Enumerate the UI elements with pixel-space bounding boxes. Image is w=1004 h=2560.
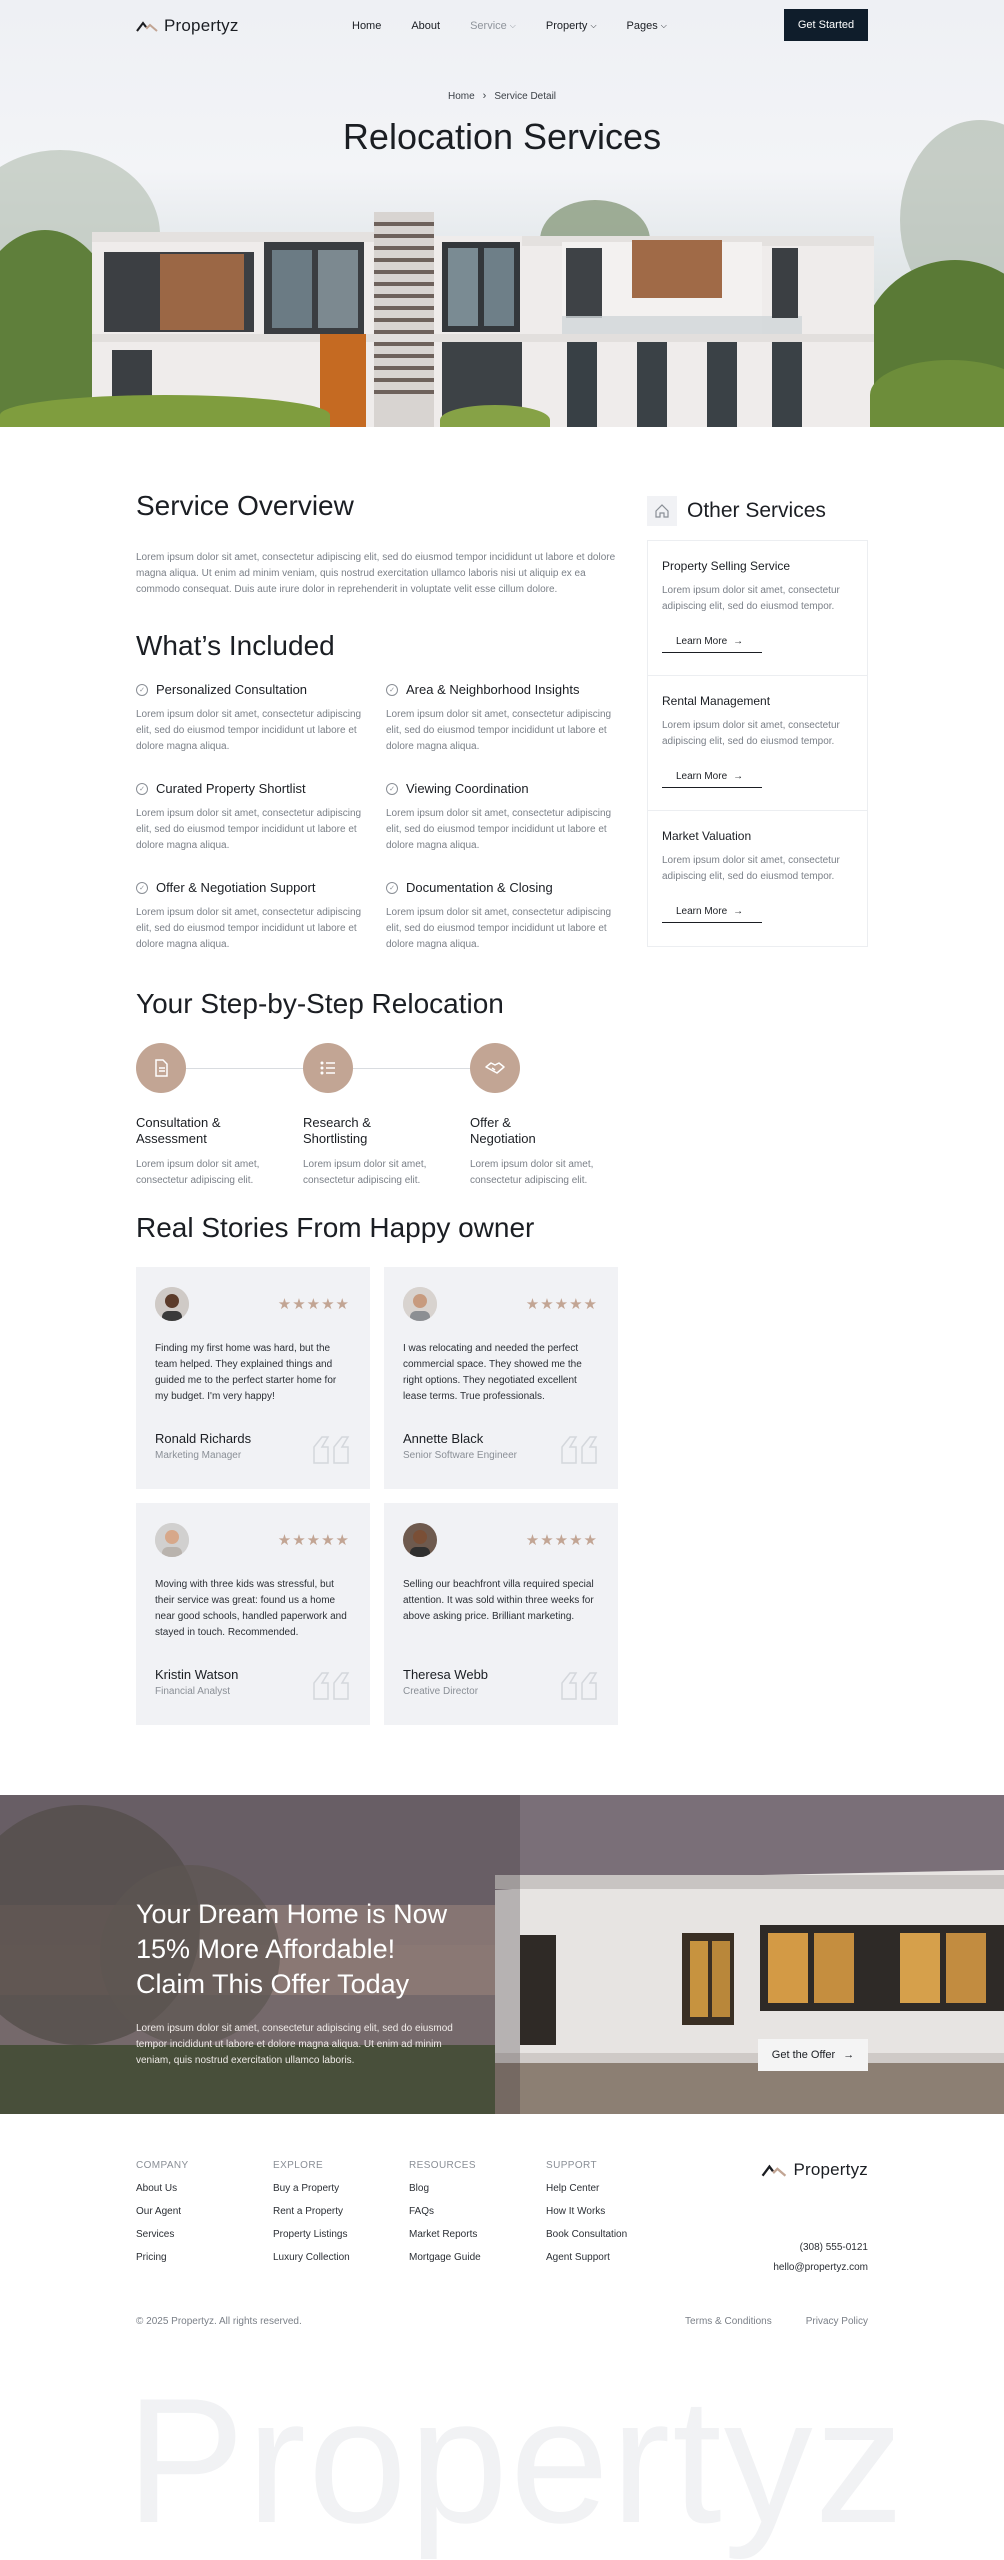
included-item-title: Curated Property Shortlist [156, 781, 306, 796]
get-offer-label: Get the Offer [771, 2049, 836, 2061]
included-item-title: Offer & Negotiation Support [156, 880, 316, 895]
avatar [155, 1523, 189, 1557]
check-circle-icon: ✓ [136, 783, 148, 795]
footer-link[interactable]: Market Reports [409, 2229, 478, 2240]
promo-title-line: 15% More Affordable! [136, 1934, 396, 1964]
nav-pages-label: Pages [626, 20, 658, 32]
nav-about-label: About [411, 20, 441, 32]
included-item-text: Lorem ipsum dolor sit amet, consectetur adipiscing elit, sed do eiusmod tempor incididunt ut labore et dolore magna aliqua. [136, 907, 362, 950]
breadcrumb-home[interactable]: Home [447, 90, 475, 102]
testimonial-card [136, 1503, 370, 1725]
logo[interactable] [136, 16, 239, 36]
rating-stars: ★★★★★ [525, 1296, 598, 1313]
overview-text: Lorem ipsum dolor sit amet, consectetur adipiscing elit, sed do eiusmod tempor incididunt ut labore et dolore magna aliqua. Ut enim ad minim veniam, quis nostrud exercitation ullamco laboris nisi ut aliquip ex ea commodo consequat. Duis aute irure dolor in reprehenderit in voluptate velit esse cillum dolore. [136, 552, 616, 595]
roof-logo-icon [761, 2162, 787, 2178]
footer-link[interactable]: Services [136, 2229, 175, 2240]
footer-link[interactable]: Blog [409, 2183, 430, 2194]
learn-more-link[interactable] [662, 766, 762, 788]
included-item [386, 781, 622, 854]
footer-logo[interactable] [761, 2160, 868, 2180]
testimonial-card [384, 1267, 618, 1489]
nav-property[interactable] [546, 20, 597, 32]
nav-property-label: Property [545, 20, 588, 32]
get-offer-button[interactable] [758, 2039, 868, 2071]
arrow-right-icon: → [733, 636, 744, 647]
footer-link[interactable]: About Us [136, 2183, 178, 2194]
step-item [470, 1043, 620, 1189]
testimonial-name: Ronald Richards [155, 1431, 252, 1446]
testimonial-name: Annette Black [403, 1431, 484, 1446]
footer-column [409, 2160, 481, 2263]
arrow-right-icon: → [733, 906, 744, 917]
learn-more-link[interactable] [662, 631, 762, 653]
footer-heading: COMPANY [136, 2160, 189, 2171]
hedge [0, 395, 330, 427]
testimonial-card [136, 1267, 370, 1489]
footer-link[interactable]: Mortgage Guide [409, 2252, 481, 2263]
footer-column [546, 2160, 627, 2263]
included-title: What’s Included [136, 630, 335, 661]
avatar [403, 1523, 437, 1557]
nav-pages[interactable] [627, 20, 667, 32]
top-nav [136, 9, 868, 43]
nav-home-label: Home [352, 20, 382, 32]
nav-service[interactable] [470, 20, 516, 32]
footer-link[interactable]: How It Works [546, 2206, 606, 2217]
footer-link[interactable]: Property Listings [273, 2229, 348, 2240]
promo-title [136, 1897, 496, 2002]
arrow-right-icon: → [843, 2049, 855, 2061]
breadcrumb-current: Service Detail [494, 90, 557, 102]
step-title-line: Offer & [470, 1115, 511, 1130]
service-title: Rental Management [662, 694, 771, 708]
testimonial-quote: Selling our beachfront villa required special attention. It was sold within three weeks for above asking price. Brilliant marketing. [403, 1579, 594, 1622]
step-title-line: Negotiation [470, 1131, 536, 1146]
service-title: Property Selling Service [662, 559, 791, 573]
step-title-line: Assessment [136, 1131, 207, 1146]
included-item-title: Personalized Consultation [156, 682, 308, 697]
quote-mark-icon [560, 1435, 598, 1465]
footer-link[interactable]: Buy a Property [273, 2183, 340, 2194]
hero-section [0, 0, 1004, 427]
footer-link[interactable]: FAQs [409, 2206, 435, 2217]
footer-link[interactable]: Luxury Collection [273, 2252, 350, 2263]
service-item [648, 541, 867, 676]
quote-mark-icon [312, 1435, 350, 1465]
footer-link[interactable]: Our Agent [136, 2206, 182, 2217]
included-item-title: Viewing Coordination [406, 781, 529, 796]
included-item [386, 880, 622, 953]
check-circle-icon: ✓ [136, 684, 148, 696]
check-circle-icon: ✓ [386, 882, 398, 894]
nav-service-label: Service [470, 20, 507, 32]
avatar [155, 1287, 189, 1321]
sidebar-header [647, 496, 868, 526]
person-avatar-icon [155, 1287, 189, 1321]
testimonial-role: Financial Analyst [155, 1686, 231, 1697]
step-title-line: Research & [303, 1115, 371, 1130]
learn-more-label: Learn More [676, 636, 728, 647]
step-item [136, 1043, 286, 1189]
service-text: Lorem ipsum dolor sit amet, consectetur adipiscing elit, sed do eiusmod tempor. [662, 855, 840, 882]
page-title: Relocation Services [342, 116, 662, 157]
testimonial-name: Theresa Webb [403, 1667, 489, 1682]
check-circle-icon: ✓ [386, 684, 398, 696]
privacy-link[interactable]: Privacy Policy [805, 2316, 868, 2327]
footer-heading: SUPPORT [546, 2160, 597, 2171]
chevron-down-icon: ⌵ [509, 21, 516, 30]
nav-home[interactable] [352, 20, 381, 32]
step-title [136, 1115, 286, 1147]
legal-links [685, 2316, 868, 2327]
included-item-text: Lorem ipsum dolor sit amet, consectetur adipiscing elit, sed do eiusmod tempor incididunt ut labore et dolore magna aliqua. [386, 709, 612, 752]
testimonial-role: Creative Director [403, 1686, 479, 1697]
overview-title: Service Overview [136, 490, 354, 521]
included-item [136, 682, 372, 755]
step-circle [470, 1043, 520, 1093]
testimonial-role: Senior Software Engineer [403, 1450, 517, 1461]
person-avatar-icon [155, 1523, 189, 1557]
breadcrumb [0, 90, 1004, 102]
arrow-right-icon: → [733, 771, 744, 782]
rating-stars: ★★★★★ [277, 1296, 350, 1313]
testimonial-name: Kristin Watson [155, 1667, 239, 1682]
step-text: Lorem ipsum dolor sit amet, consectetur adipiscing elit. [470, 1159, 594, 1186]
get-started-button[interactable]: Get Started [784, 9, 868, 41]
service-text: Lorem ipsum dolor sit amet, consectetur adipiscing elit, sed do eiusmod tempor. [662, 720, 840, 747]
footer-phone[interactable]: (308) 555-0121 [799, 2242, 868, 2253]
footer-heading: RESOURCES [409, 2160, 476, 2171]
list-icon [318, 1058, 338, 1078]
person-avatar-icon [403, 1287, 437, 1321]
other-services-sidebar [647, 496, 868, 947]
footer-link[interactable]: Agent Support [546, 2252, 610, 2263]
promo-banner [0, 1795, 1004, 2114]
sidebar-title: Other Services [687, 499, 826, 522]
testimonial-quote: Finding my first home was hard, but the team helped. They explained things and guided me to the perfect starter home for my budget. I'm very happy! [155, 1343, 337, 1402]
step-text: Lorem ipsum dolor sit amet, consectetur adipiscing elit. [136, 1159, 260, 1186]
logo-text: Propertyz [164, 16, 239, 35]
footer-link[interactable]: Book Consultation [546, 2229, 628, 2240]
avatar [403, 1287, 437, 1321]
promo-text: Lorem ipsum dolor sit amet, consectetur adipiscing elit, sed do eiusmod tempor incididunt ut labore et dolore magna aliqua. Ut enim ad minim veniam, quis nostrud exercitation ullamco laboris. [136, 2023, 453, 2066]
learn-more-link[interactable] [662, 901, 762, 923]
chevron-down-icon: ⌵ [660, 21, 667, 30]
learn-more-label: Learn More [676, 771, 728, 782]
brand-watermark: Propertyz [126, 2361, 906, 2560]
rating-stars: ★★★★★ [525, 1532, 598, 1549]
included-item-text: Lorem ipsum dolor sit amet, consectetur adipiscing elit, sed do eiusmod tempor incididunt ut labore et dolore magna aliqua. [386, 907, 612, 950]
quote-mark-icon [312, 1671, 350, 1701]
learn-more-label: Learn More [676, 906, 728, 917]
steps-title: Your Step-by-Step Relocation [136, 988, 504, 1019]
promo-title-line: Your Dream Home is Now [136, 1899, 448, 1929]
step-text: Lorem ipsum dolor sit amet, consectetur adipiscing elit. [303, 1159, 427, 1186]
stories-title: Real Stories From Happy owner [136, 1212, 535, 1243]
footer-link[interactable]: Rent a Property [273, 2206, 344, 2217]
promo-title-line: Claim This Offer Today [136, 1969, 410, 1999]
service-item [648, 676, 867, 811]
included-item-text: Lorem ipsum dolor sit amet, consectetur adipiscing elit, sed do eiusmod tempor incididunt ut labore et dolore magna aliqua. [136, 709, 362, 752]
included-item-text: Lorem ipsum dolor sit amet, consectetur adipiscing elit, sed do eiusmod tempor incididunt ut labore et dolore magna aliqua. [386, 808, 612, 851]
check-circle-icon: ✓ [136, 882, 148, 894]
document-icon [151, 1058, 171, 1078]
footer-link[interactable]: Help Center [546, 2183, 600, 2194]
included-item-title: Documentation & Closing [406, 880, 553, 895]
service-title: Market Valuation [662, 829, 752, 843]
check-circle-icon: ✓ [386, 783, 398, 795]
step-item [303, 1043, 453, 1189]
testimonial-card [384, 1503, 618, 1725]
hedge [440, 405, 550, 427]
included-item [386, 682, 622, 755]
service-item [648, 811, 867, 946]
copyright-text: © 2025 Propertyz. All rights reserved. [136, 2316, 302, 2327]
rating-stars: ★★★★★ [277, 1532, 350, 1549]
footer-column [136, 2160, 189, 2263]
testimonial-quote: I was relocating and needed the perfect commercial space. They showed me the right options. They negotiated excellent lease terms. True professionals. [403, 1343, 582, 1402]
chevron-right-icon: › [482, 90, 487, 102]
home-icon [647, 496, 677, 526]
footer-email[interactable]: hello@propertyz.com [773, 2262, 868, 2273]
terms-link[interactable]: Terms & Conditions [685, 2316, 772, 2327]
service-text: Lorem ipsum dolor sit amet, consectetur adipiscing elit, sed do eiusmod tempor. [662, 585, 840, 612]
nav-about[interactable] [411, 20, 440, 32]
step-circle [136, 1043, 186, 1093]
footer-heading: EXPLORE [273, 2160, 324, 2171]
testimonial-role: Marketing Manager [155, 1450, 242, 1461]
services-list [647, 540, 868, 947]
handshake-icon [484, 1058, 506, 1078]
nav-links [352, 20, 697, 32]
included-item-title: Area & Neighborhood Insights [406, 682, 580, 697]
included-item [136, 880, 372, 953]
testimonial-quote: Moving with three kids was stressful, but their service was great: found us a home near good schools, handled paperwork and stayed in touch. Recommended. [155, 1579, 347, 1638]
footer-link[interactable]: Pricing [136, 2252, 167, 2263]
person-avatar-icon [403, 1523, 437, 1557]
chevron-down-icon: ⌵ [590, 21, 597, 30]
step-circle [303, 1043, 353, 1093]
included-item [136, 781, 372, 854]
included-item-text: Lorem ipsum dolor sit amet, consectetur adipiscing elit, sed do eiusmod tempor incididunt ut labore et dolore magna aliqua. [136, 808, 362, 851]
step-title [303, 1115, 453, 1147]
step-title-line: Shortlisting [303, 1131, 368, 1146]
step-title-line: Consultation & [136, 1115, 221, 1130]
roof-logo-icon [136, 19, 158, 33]
footer-contact [773, 2238, 868, 2278]
footer-logo-text: Propertyz [793, 2160, 868, 2179]
footer-column [273, 2160, 350, 2263]
step-title [470, 1115, 620, 1147]
quote-mark-icon [560, 1671, 598, 1701]
